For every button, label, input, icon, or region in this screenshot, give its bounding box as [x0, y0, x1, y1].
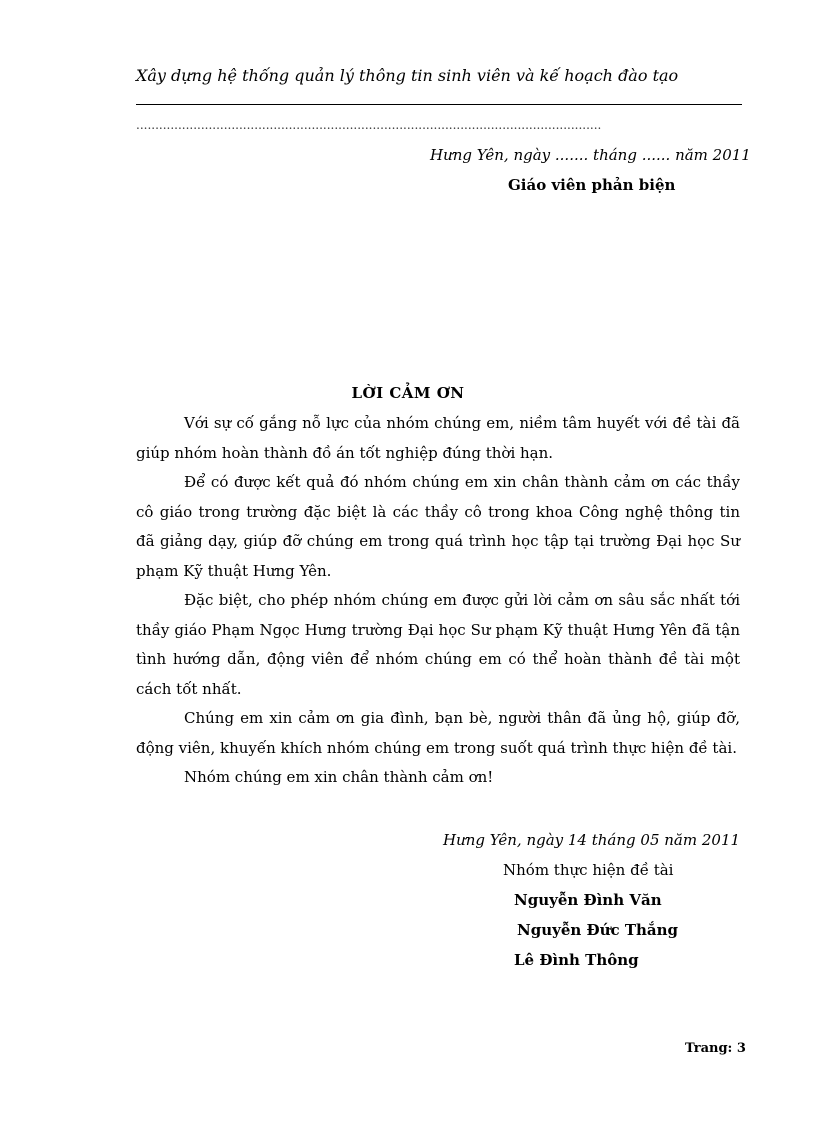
member-name: Nguyễn Đình Văn: [514, 891, 662, 909]
acknowledgement-title: LỜI CẢM ƠN: [351, 384, 465, 402]
page-number: Trang: 3: [685, 1041, 746, 1056]
acknowledgement-paragraph: Đặc biệt, cho phép nhóm chúng em được gửi lời cảm ơn sâu sắc nhất tới thầy giáo Phạm Ngọc Hưng trường Đại học Sư phạm Kỹ thuật Hưng Yên đã tận tình hướng dẫn, động viên để nhóm chúng em có thể hoàn thành đề tài một cách tốt nhất.: [136, 591, 740, 698]
acknowledgement-paragraph: Nhóm chúng em xin chân thành cảm ơn!: [184, 768, 494, 786]
header-divider: [136, 104, 742, 105]
acknowledgement-paragraph: Để có được kết quả đó nhóm chúng em xin chân thành cảm ơn các thầy cô giáo trong trường đặc biệt là các thầy cô trong khoa Công nghệ thông tin đã giảng dạy, giúp đỡ chúng em trong quá trình học tập tại trường Đại học Sư phạm Kỹ thuật Hưng Yên.: [136, 473, 740, 580]
running-header-title: Xây dựng hệ thống quản lý thông tin sinh viên và kế hoạch đào tạo: [136, 66, 679, 85]
dotted-placeholder-line: ..........................................................................................................................: [136, 118, 602, 132]
acknowledgement-paragraph: Với sự cố gắng nỗ lực của nhóm chúng em, niềm tâm huyết với đề tài đã giúp nhóm hoàn thành đồ án tốt nghiệp đúng thời hạn.: [136, 414, 740, 462]
signature-date-line: Hưng Yên, ngày 14 tháng 05 năm 2011: [443, 831, 741, 849]
acknowledgement-paragraph: Chúng em xin cảm ơn gia đình, bạn bè, người thân đã ủng hộ, giúp đỡ, động viên, khuyến khích nhóm chúng em trong suốt quá trình thực hiện đề tài.: [136, 709, 740, 757]
review-date-line: Hưng Yên, ngày ....... tháng ...... năm 2011: [430, 146, 751, 164]
member-name: Nguyễn Đức Thắng: [517, 921, 679, 939]
acknowledgement-body: [136, 409, 740, 793]
reviewer-label: Giáo viên phản biện: [508, 176, 676, 194]
member-name: Lê Đình Thông: [514, 951, 639, 969]
signature-group-label: Nhóm thực hiện đề tài: [503, 861, 674, 879]
